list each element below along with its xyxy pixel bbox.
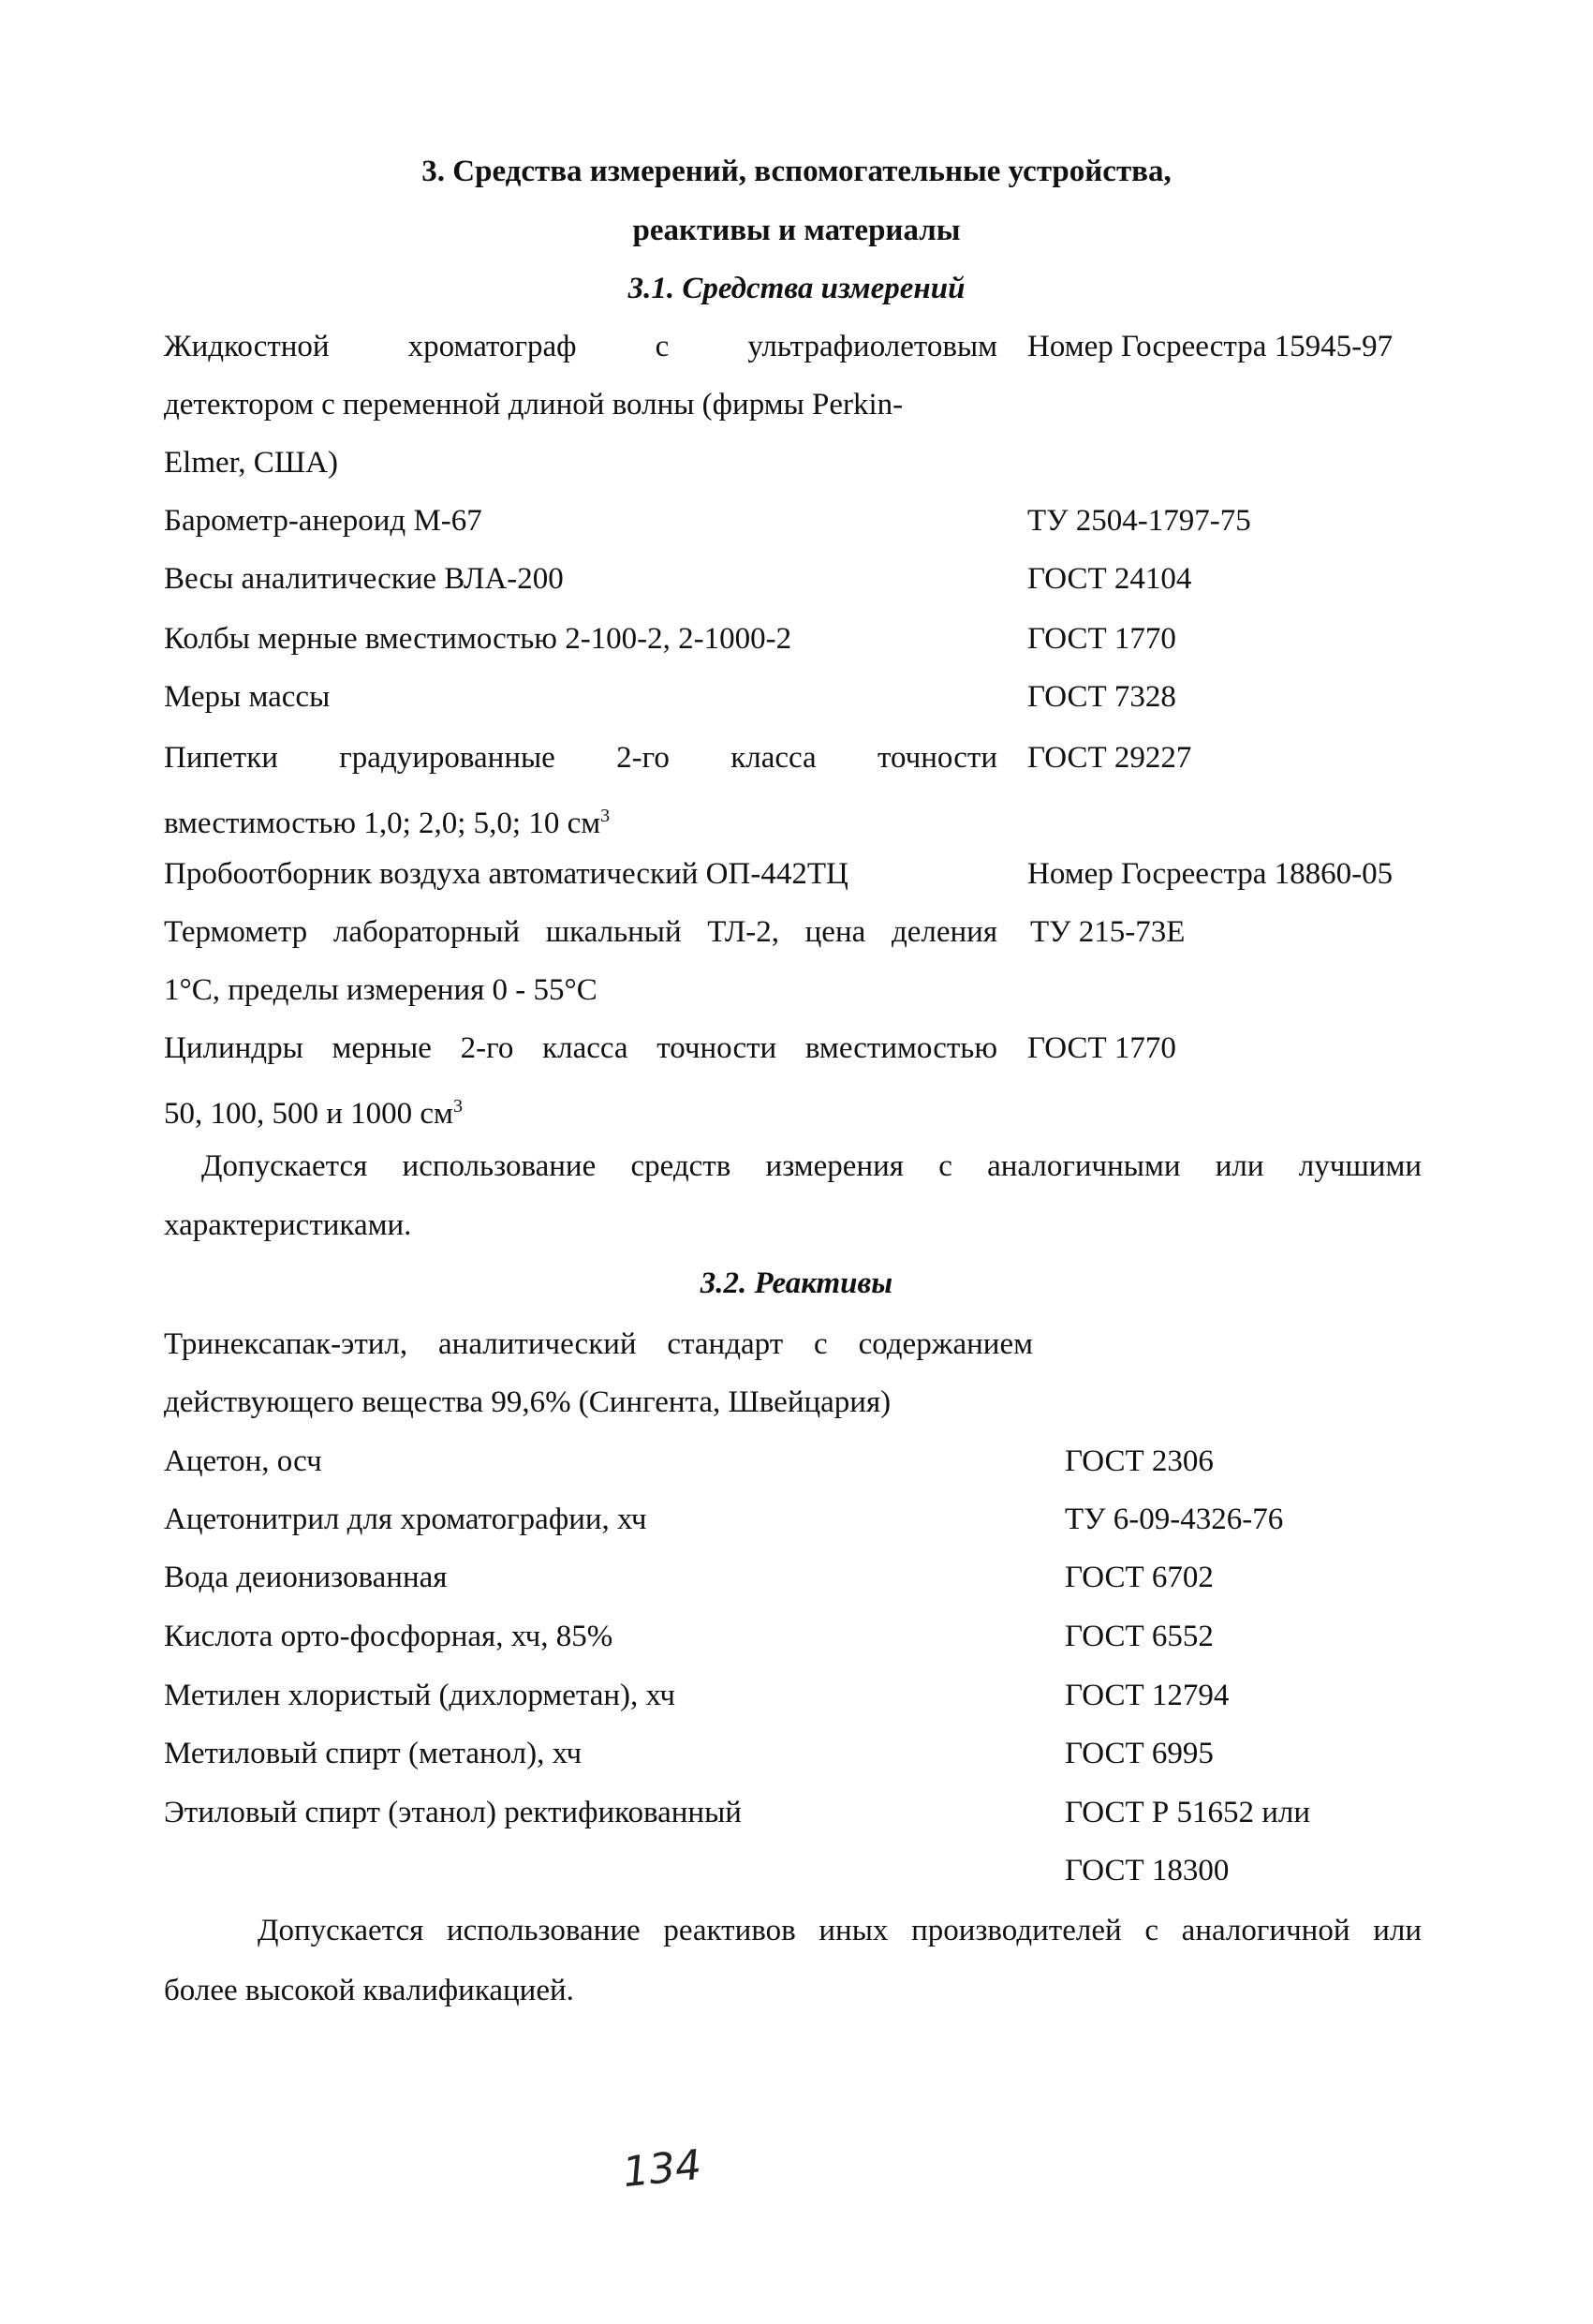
instrument-5-line-1: вместимостью 1,0; 2,0; 5,0; 10 см [164, 807, 601, 840]
instrument-8-sup: 3 [452, 1096, 463, 1117]
reagents-note-line1: Допускается использование реактивов иных производителей с аналогичной или [258, 1914, 1422, 1947]
reagent-3-line-0: Вода деионизованная [164, 1561, 448, 1594]
instrument-1-ref: ТУ 2504-1797-75 [1027, 504, 1251, 538]
instrument-5-line-0: Пипетки градуированные 2-го класса точности [164, 741, 997, 775]
instrument-8-line-0: Цилиндры мерные 2-го класса точности вместимостью [164, 1031, 997, 1065]
reagent-1-ref: ГОСТ 2306 [1065, 1444, 1214, 1478]
instrument-7-ref: ТУ 215-73Е [1030, 915, 1186, 949]
section-title-line1: 3. Средства измерений, вспомогательные устройства, [421, 155, 1172, 188]
instrument-5-sup: 3 [600, 806, 611, 826]
reagent-7-ref2: ГОСТ 18300 [1065, 1854, 1230, 1887]
instrument-7-line-1: 1°С, пределы измерения 0 - 55°С [164, 973, 597, 1007]
reagent-0-line-0: Тринексапак-этил, аналитический стандарт с содержанием [164, 1327, 1033, 1361]
reagents-note-line2: более высокой квалификацией. [164, 1974, 574, 2007]
instrument-4-ref: ГОСТ 7328 [1027, 680, 1176, 714]
reagent-7-line-0: Этиловый спирт (этанол) ректификованный [164, 1796, 742, 1829]
instrument-6-ref: Номер Госреестра 18860-05 [1027, 857, 1394, 891]
instrument-1-line-0: Барометр-анероид М-67 [164, 504, 482, 538]
reagents-title: 3.2. Реактивы [700, 1266, 893, 1300]
reagent-1-line-0: Ацетон, осч [164, 1444, 322, 1478]
instruments-title: 3.1. Средства измерений [627, 272, 966, 305]
instrument-2-ref: ГОСТ 24104 [1027, 562, 1192, 596]
instruments-note-line2: характеристиками. [164, 1208, 412, 1242]
instrument-7-line-0: Термометр лабораторный шкальный ТЛ-2, цена деления [164, 915, 997, 949]
reagent-3-ref: ГОСТ 6702 [1065, 1561, 1214, 1594]
instrument-3-line-0: Колбы мерные вместимостью 2-100-2, 2-1000-2 [164, 622, 792, 656]
instrument-8-line-1: 50, 100, 500 и 1000 см [164, 1097, 453, 1131]
instrument-8-ref: ГОСТ 1770 [1027, 1031, 1176, 1065]
reagent-7-ref: ГОСТ Р 51652 или [1065, 1796, 1311, 1829]
reagent-0-line-1: действующего вещества 99,6% (Сингента, Швейцария) [164, 1385, 892, 1419]
reagent-5-ref: ГОСТ 12794 [1065, 1679, 1230, 1712]
reagent-4-line-0: Кислота орто-фосфорная, хч, 85% [164, 1620, 613, 1653]
reagent-5-line-0: Метилен хлористый (дихлорметан), хч [164, 1679, 675, 1712]
reagent-2-ref: ТУ 6-09-4326-76 [1065, 1502, 1284, 1536]
instrument-0-line-2: Elmer, США) [164, 446, 338, 480]
instrument-2-line-0: Весы аналитические ВЛА-200 [164, 562, 564, 596]
instrument-0-ref: Номер Госреестра 15945-97 [1027, 330, 1394, 363]
reagent-4-ref: ГОСТ 6552 [1065, 1620, 1214, 1653]
section-title-line2: реактивы и материалы [632, 214, 961, 247]
instrument-4-line-0: Меры массы [164, 680, 331, 714]
page-number: 134 [620, 2140, 704, 2198]
instruments-note-line1: Допускается использование средств измерения с аналогичными или лучшими [201, 1149, 1422, 1183]
reagent-6-line-0: Метиловый спирт (метанол), хч [164, 1737, 583, 1770]
instrument-0-line-0: Жидкостной хроматограф с ультрафиолетовым [164, 330, 997, 363]
instrument-5-line-1-wrap [164, 797, 610, 842]
instrument-8-line-1-wrap [164, 1088, 463, 1132]
reagent-2-line-0: Ацетонитрил для хроматографии, хч [164, 1502, 647, 1536]
instrument-5-ref: ГОСТ 29227 [1027, 741, 1192, 775]
reagent-6-ref: ГОСТ 6995 [1065, 1737, 1214, 1770]
instrument-6-line-0: Пробоотборник воздуха автоматический ОП-442ТЦ [164, 857, 848, 891]
instrument-3-ref: ГОСТ 1770 [1027, 622, 1176, 656]
instrument-0-line-1: детектором с переменной длиной волны (фирмы Perkin- [164, 388, 904, 422]
